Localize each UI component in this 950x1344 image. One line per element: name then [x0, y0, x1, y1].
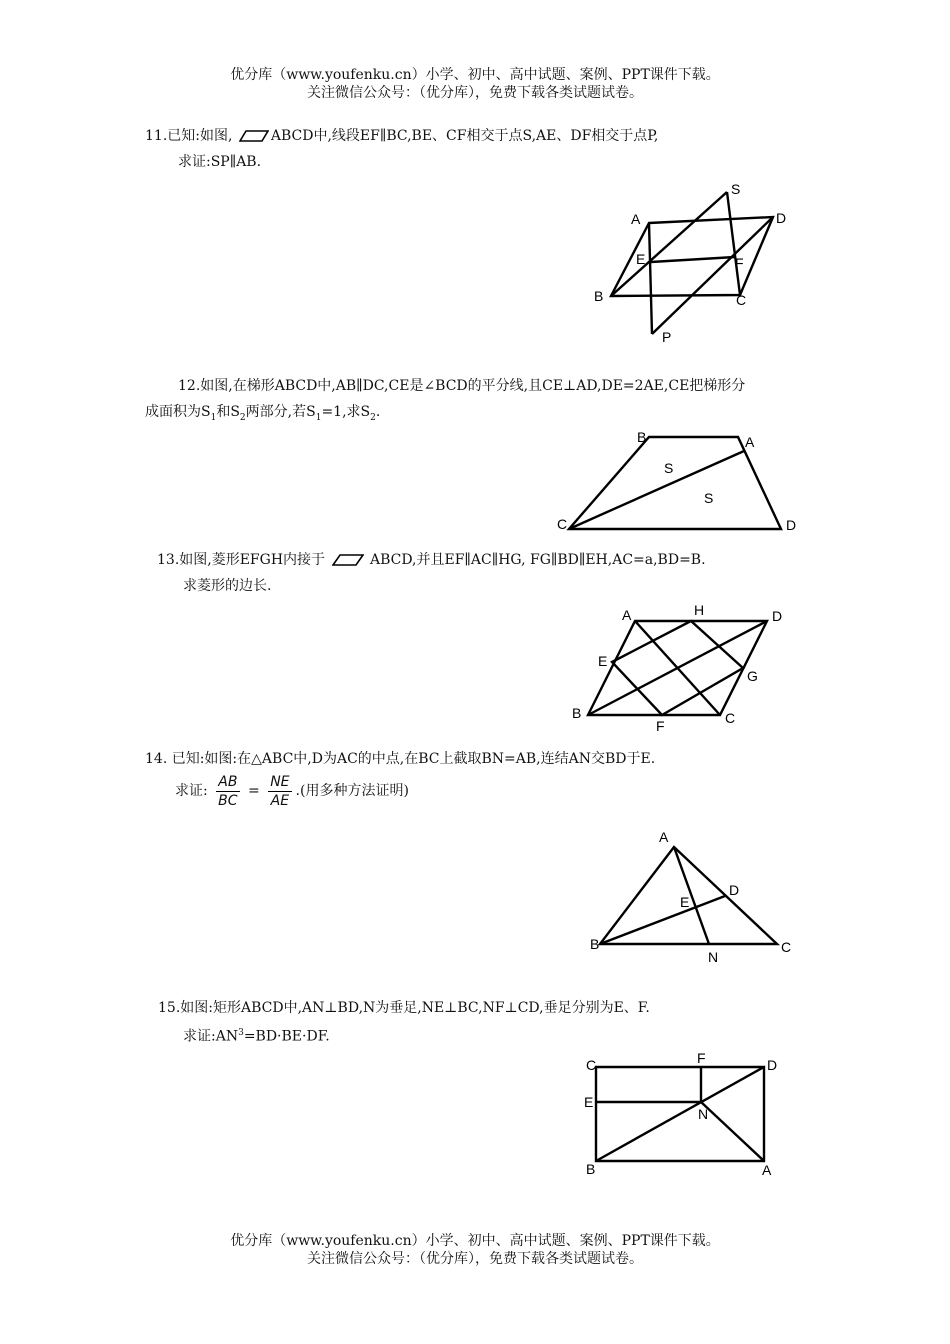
label-b: B — [590, 936, 600, 952]
equals-sign: = — [248, 783, 260, 799]
label-e: E — [584, 1094, 594, 1110]
parallelogram-icon — [332, 554, 364, 566]
label-h: H — [694, 602, 705, 618]
segment-dp — [652, 217, 773, 334]
label-n: N — [698, 1106, 709, 1122]
superscript-3: 3 — [238, 1028, 244, 1038]
problem-15-line-2 — [183, 1023, 330, 1047]
label-b: B — [572, 705, 582, 721]
segment-bs — [611, 192, 727, 296]
sub-1: 1 — [210, 412, 217, 423]
label-e: E — [636, 251, 646, 267]
label-d: D — [776, 210, 787, 226]
label-b: B — [586, 1161, 596, 1177]
problem-15-text-b: =BD·BE·DF. — [243, 1028, 330, 1045]
problem-11-prove: 求证:SP∥AB. — [178, 154, 262, 170]
segment-cs — [727, 192, 740, 295]
header-line-2: 关注微信公众号：（优分库），免费下载各类试题试卷。 — [307, 85, 643, 101]
label-a: A — [631, 211, 641, 227]
header-line-1: 优分库（www.youfenku.cn）小学、初中、高中试题、案例、PPT课件下载。 — [230, 67, 720, 83]
problem-15-line-1: 15.如图:矩形ABCD中,AN⊥BD,N为垂足,NE⊥BC,NF⊥CD,垂足分别为E、F. — [158, 1000, 650, 1016]
label-a: A — [745, 434, 755, 450]
parallelogram-icon — [239, 130, 269, 142]
problem-14-line-2 — [175, 771, 409, 811]
segment-ef — [651, 257, 735, 262]
diagonal-bd — [588, 621, 767, 715]
label-c: C — [725, 710, 736, 726]
fraction-1-numerator: AB — [216, 773, 239, 792]
problem-15-text-a: 求证:AN — [183, 1028, 239, 1045]
label-s2: S — [704, 490, 714, 506]
label-c: C — [781, 939, 792, 955]
fraction-2-numerator: NE — [270, 773, 290, 790]
problem-12-text-d: =1,求S — [321, 404, 371, 420]
figure-15 — [575, 1045, 800, 1185]
problem-14-prove-label: 求证: — [175, 783, 208, 799]
segment-an — [701, 1102, 764, 1161]
figure-12 — [550, 425, 810, 540]
fraction-1-denominator: BC — [218, 792, 238, 809]
label-g: G — [747, 668, 758, 684]
fraction-ab-bc — [216, 773, 239, 810]
footer-line-1: 优分库（www.youfenku.cn）小学、初中、高中试题、案例、PPT课件下载。 — [230, 1233, 720, 1249]
label-d: D — [786, 517, 797, 533]
label-s1: S — [664, 460, 674, 476]
label-f: F — [735, 255, 744, 271]
problem-13-statement: ABCD,并且EF∥AC∥HG, FG∥BD∥EH,AC=a,BD=B. — [369, 552, 706, 568]
label-b: B — [637, 429, 647, 445]
problem-11-line-1 — [145, 126, 658, 146]
label-d: D — [772, 608, 783, 624]
label-s: S — [731, 181, 741, 197]
problem-12-text-e: . — [375, 404, 381, 420]
segment-ce — [569, 451, 744, 529]
problem-13-prove: 求菱形的边长. — [183, 578, 272, 594]
label-f: F — [656, 718, 665, 734]
figure-11 — [580, 175, 820, 350]
label-c: C — [736, 292, 747, 308]
problem-11-intro: 11.已知:如图, — [145, 128, 233, 144]
figure-14 — [585, 825, 800, 970]
label-d: D — [729, 882, 740, 898]
label-f: F — [697, 1050, 706, 1066]
label-b: B — [594, 288, 604, 304]
problem-14-line-1: 14. 已知:如图:在△ABC中,D为AC的中点,在BC上截取BN=AB,连结AN交BD于E. — [145, 751, 656, 767]
label-p: P — [662, 329, 672, 345]
segment-ap — [649, 223, 652, 334]
label-a: A — [622, 607, 632, 623]
fraction-ne-ae — [268, 773, 291, 810]
problem-12-line-1: 12.如图,在梯形ABCD中,AB∥DC,CE是∠BCD的平分线,且CE⊥AD,DE=2AE,CE把梯形分 — [178, 378, 746, 394]
label-a: A — [762, 1162, 772, 1178]
label-c: C — [586, 1057, 597, 1073]
fraction-2-denominator: AE — [270, 792, 290, 809]
problem-12-text-c: 两部分,若S — [245, 404, 316, 420]
label-a: A — [659, 829, 669, 845]
sub-3: 1 — [315, 412, 322, 423]
sub-2: 2 — [239, 412, 246, 423]
problem-14-tail: .(用多种方法证明) — [295, 783, 409, 799]
label-e: E — [598, 653, 608, 669]
footer-line-2: 关注微信公众号：（优分库），免费下载各类试题试卷。 — [307, 1251, 643, 1267]
diagonal-bd — [596, 1067, 764, 1161]
label-e: E — [680, 894, 690, 910]
problem-11-statement: ABCD中,线段EF∥BC,BE、CF相交于点S,AE、DF相交于点P, — [270, 128, 659, 144]
problem-12-text-a: 成面积为S — [145, 404, 211, 420]
problem-13-line-1 — [157, 550, 706, 570]
problem-12-text-b: 和S — [216, 404, 240, 420]
figure-13 — [565, 600, 795, 735]
label-d: D — [767, 1057, 778, 1073]
problem-12-line-2 — [145, 402, 380, 428]
sub-4: 2 — [370, 412, 376, 423]
label-n: N — [708, 949, 719, 965]
label-c: C — [557, 516, 568, 532]
problem-13-intro: 13.如图,菱形EFGH内接于 — [157, 552, 326, 568]
